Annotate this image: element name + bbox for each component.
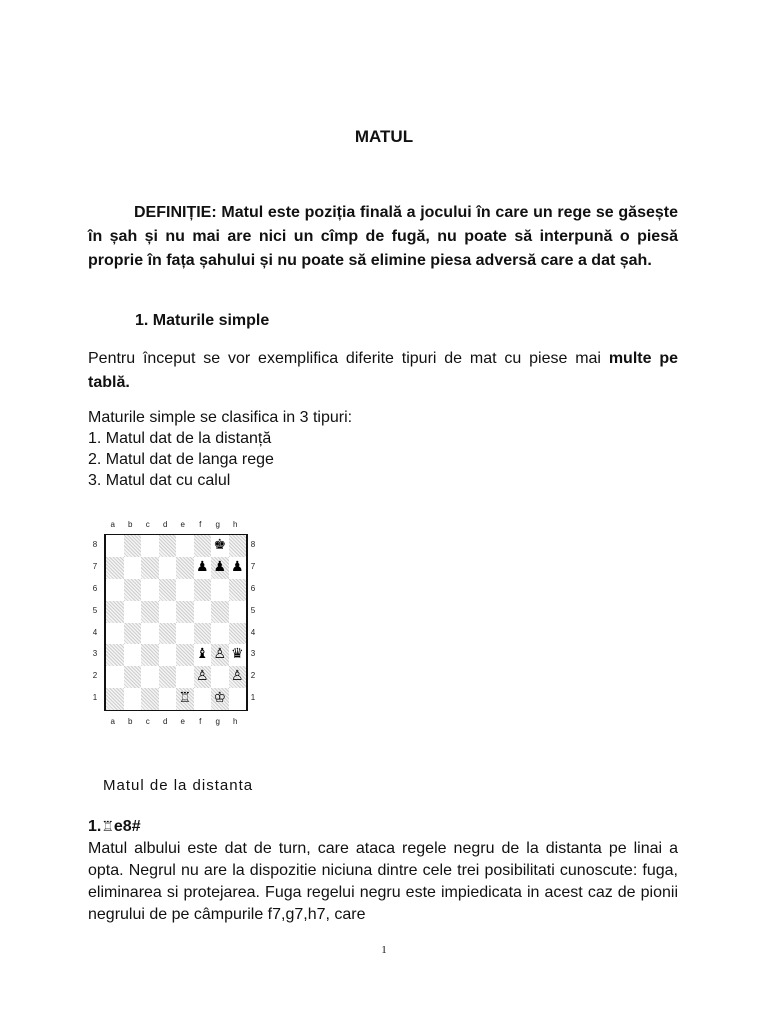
rank-label: 2 (92, 671, 98, 681)
board-square (106, 644, 124, 666)
rank-label: 6 (250, 583, 256, 593)
section-heading: 1. Maturile simple (135, 312, 270, 329)
board-square (211, 666, 229, 688)
rank-label: 7 (250, 561, 256, 571)
rank-label: 3 (250, 649, 256, 659)
file-label: f (199, 520, 202, 529)
board-square (159, 579, 177, 601)
file-label: h (233, 520, 238, 529)
board-square (211, 579, 229, 601)
board-square (211, 601, 229, 623)
rank-label: 1 (92, 693, 98, 703)
file-label: d (163, 520, 168, 529)
rank-label: 2 (250, 671, 256, 681)
board-square (159, 644, 177, 666)
chess-piece-icon: ♔ (213, 690, 227, 707)
rank-label: 4 (250, 627, 256, 637)
file-label: a (110, 520, 115, 529)
file-labels-top (104, 520, 244, 532)
board-square (194, 579, 212, 601)
types-heading: Maturile simple se clasifica in 3 tipuri: (88, 409, 353, 426)
intro-text: Pentru început se vor exemplifica diferite tipuri de mat cu piese mai (88, 350, 601, 367)
file-label: b (128, 717, 133, 726)
file-label: g (215, 520, 220, 529)
board-square (106, 666, 124, 688)
board-square (124, 557, 142, 579)
file-label: c (145, 717, 150, 726)
board-square (194, 623, 212, 645)
board-square (141, 557, 159, 579)
list-item: 1. Matul dat de la distanță (88, 430, 272, 447)
board-square (141, 644, 159, 666)
list-item: 2. Matul dat de langa rege (88, 451, 274, 468)
rank-label: 5 (92, 605, 98, 615)
chess-board (104, 534, 248, 711)
chess-piece-icon: ♛ (230, 646, 244, 663)
file-label: g (215, 717, 220, 726)
move-notation (88, 818, 141, 836)
chess-piece-icon: ♙ (213, 646, 227, 663)
file-label: a (110, 717, 115, 726)
board-square (141, 623, 159, 645)
board-square (106, 601, 124, 623)
chess-piece-icon: ♟ (213, 558, 227, 575)
board-square (176, 601, 194, 623)
definition-label: DEFINIȚIE: (134, 204, 217, 221)
subsection-heading: Matul de la distanta (103, 777, 254, 794)
rank-label: 4 (92, 627, 98, 637)
board-square (176, 666, 194, 688)
board-square (159, 535, 177, 557)
board-square (159, 557, 177, 579)
board-square (106, 557, 124, 579)
chess-piece-icon: ♟ (230, 558, 244, 575)
rank-labels-right (248, 534, 258, 709)
board-square (106, 579, 124, 601)
board-square (229, 601, 247, 623)
board-square (159, 666, 177, 688)
rank-label: 8 (92, 540, 98, 549)
board-square (176, 579, 194, 601)
rank-label: 8 (250, 540, 256, 549)
chess-piece-icon: ♝ (195, 646, 209, 663)
board-square (159, 688, 177, 710)
board-square (211, 623, 229, 645)
board-square (124, 688, 142, 710)
board-square (229, 535, 247, 557)
chess-piece-icon: ♚ (213, 537, 227, 553)
board-square (124, 535, 142, 557)
page-number: 1 (381, 944, 387, 956)
board-square (176, 623, 194, 645)
board-square (141, 688, 159, 710)
board-square (124, 644, 142, 666)
rank-labels-left (90, 534, 100, 709)
rank-label: 1 (250, 693, 256, 703)
board-square (141, 601, 159, 623)
board-square (141, 535, 159, 557)
board-square (124, 601, 142, 623)
board-square (124, 623, 142, 645)
board-square (159, 601, 177, 623)
file-label: c (145, 520, 150, 529)
rank-label: 7 (92, 561, 98, 571)
body-paragraph: Matul albului este dat de turn, care ataca regele negru de la distanta pe linai a opta. Negrul nu are la dispozitie niciuna dintre cele trei posibilitati cunoscute: fuga, eliminarea si protejarea. Fuga regelui negru este impiedicata in acest caz de pionii negrului de pe câmpurile f7,g7,h7, care (88, 840, 678, 923)
board-square (194, 601, 212, 623)
file-label: h (233, 717, 238, 726)
intro-bold-tail: multe pe tablă. (88, 350, 678, 391)
rook-icon: ♖ (101, 819, 114, 835)
rank-label: 5 (250, 605, 256, 615)
board-square (194, 688, 212, 710)
board-square (106, 688, 124, 710)
board-square (176, 535, 194, 557)
board-square (194, 535, 212, 557)
board-square (229, 579, 247, 601)
move-number: 1. (88, 818, 102, 835)
rank-label: 3 (92, 649, 98, 659)
board-square (106, 535, 124, 557)
file-labels-bottom (104, 717, 244, 729)
definition-text: Matul este poziția finală a jocului în care un rege se găsește în șah și nu mai are nici un cîmp de fugă, nu poate să interpună o piesă proprie în fața șahului și nu poate să elimine piesa adversă care a dat șah. (88, 204, 678, 269)
types-list (88, 407, 678, 491)
chess-diagram (88, 518, 258, 733)
board-square (229, 623, 247, 645)
board-square (159, 623, 177, 645)
board-square (141, 666, 159, 688)
file-label: e (180, 717, 185, 726)
board-square (176, 644, 194, 666)
chess-piece-icon: ♙ (230, 668, 244, 685)
board-square (176, 557, 194, 579)
file-label: d (163, 717, 168, 726)
board-square (106, 623, 124, 645)
board-square (229, 688, 247, 710)
move-text: e8# (113, 818, 141, 835)
board-square (124, 579, 142, 601)
chess-piece-icon: ♟ (195, 558, 209, 575)
intro-paragraph (88, 347, 678, 395)
definition-paragraph (88, 201, 678, 273)
rank-label: 6 (92, 583, 98, 593)
board-square (141, 579, 159, 601)
chess-piece-icon: ♖ (178, 690, 192, 707)
file-label: e (180, 520, 185, 529)
file-label: f (199, 717, 202, 726)
file-label: b (128, 520, 133, 529)
page-title: MATUL (354, 127, 414, 146)
board-square (124, 666, 142, 688)
list-item: 3. Matul dat cu calul (88, 472, 231, 489)
chess-piece-icon: ♙ (195, 668, 209, 685)
